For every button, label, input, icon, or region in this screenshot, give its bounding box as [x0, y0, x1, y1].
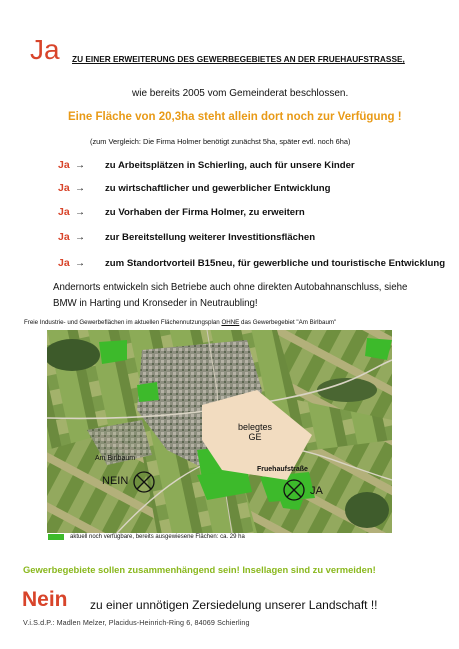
nein-statement: zu einer unnötigen Zersiedelung unserer Landschaft !!	[90, 598, 378, 612]
legend-text: aktuell noch verfügbare, bereits ausgewiesene Flächen: ca. 29 ha	[70, 534, 245, 540]
label-ge: GE	[248, 432, 262, 442]
coherence-statement: Gewerbegebiete sollen zusammenhängend sein! Insellagen sind zu vermeiden!	[23, 564, 376, 575]
reason-row	[58, 205, 305, 219]
aerial-map	[47, 330, 392, 533]
imprint: V.i.S.d.P.: Madlen Melzer, Placidus-Heinrich-Ring 6, 84069 Schierling	[23, 618, 250, 627]
caption-pre: Freie Industrie- und Gewerbeflächen im aktuellen Flächennutzungsplan	[24, 319, 222, 326]
reason-text: zu Arbeitsplätzen in Schierling, auch für unsere Kinder	[105, 159, 355, 171]
reason-row	[58, 181, 331, 195]
reason-ja: Ja	[58, 182, 70, 194]
reason-text: zu wirtschaftlicher und gewerblicher Entwicklung	[105, 182, 331, 194]
since-line: wie bereits 2005 vom Gemeinderat beschlossen.	[132, 88, 349, 99]
reason-ja: Ja	[58, 257, 70, 269]
label-nein: NEIN	[102, 475, 129, 487]
nein-headline: Nein	[22, 588, 68, 611]
ja-headline: Ja	[30, 34, 60, 65]
map-legend	[48, 534, 245, 540]
caption-post: das Gewerbegebiet "Am Birlbaum"	[239, 319, 337, 326]
reason-row	[58, 158, 355, 172]
aerial-map-image	[47, 330, 392, 533]
area-highlight: Eine Fläche von 20,3ha steht allein dort noch zur Verfügung !	[68, 111, 402, 123]
label-am-birlbaum: Am Birlbaum	[95, 455, 136, 462]
arrow-right-icon: →	[75, 159, 85, 171]
map-caption	[24, 319, 336, 326]
reason-row	[58, 256, 445, 270]
label-fruehaufstrasse: Fruehaufstraße	[257, 466, 308, 473]
reason-ja: Ja	[58, 159, 70, 171]
comparison-note: (zum Vergleich: Die Firma Holmer benötigt zunächst 5ha, später evtl. noch 6ha)	[90, 137, 351, 146]
arrow-right-icon: →	[75, 231, 85, 243]
caption-ohne: OHNE	[221, 319, 240, 326]
label-ja: JA	[310, 485, 323, 497]
reason-text: zu Vorhaben der Firma Holmer, zu erweitern	[105, 206, 305, 218]
reason-row	[58, 230, 315, 244]
arrow-right-icon: →	[75, 182, 85, 194]
occupied-area-label	[230, 422, 280, 442]
arrow-right-icon: →	[75, 257, 85, 269]
main-heading: ZU EINER ERWEITERUNG DES GEWERBEGEBIETES AN DER FRUEHAUFSTRASSE,	[72, 54, 405, 64]
reason-text: zur Bereitstellung weiterer Investitionsflächen	[105, 231, 316, 243]
reason-ja: Ja	[58, 231, 70, 243]
legend-swatch	[48, 534, 64, 540]
reason-ja: Ja	[58, 206, 70, 218]
label-belegtes: belegtes	[237, 422, 273, 432]
arrow-right-icon: →	[75, 206, 85, 218]
reason-text: zum Standortvorteil B15neu, für gewerbliche und touristische Entwicklung	[105, 257, 446, 269]
body-paragraph: Andernorts entwickeln sich Betriebe auch ohne direkten Autobahnanschluss, siehe BMW in Harting und Kronseder in Neutraubling!	[53, 282, 408, 309]
